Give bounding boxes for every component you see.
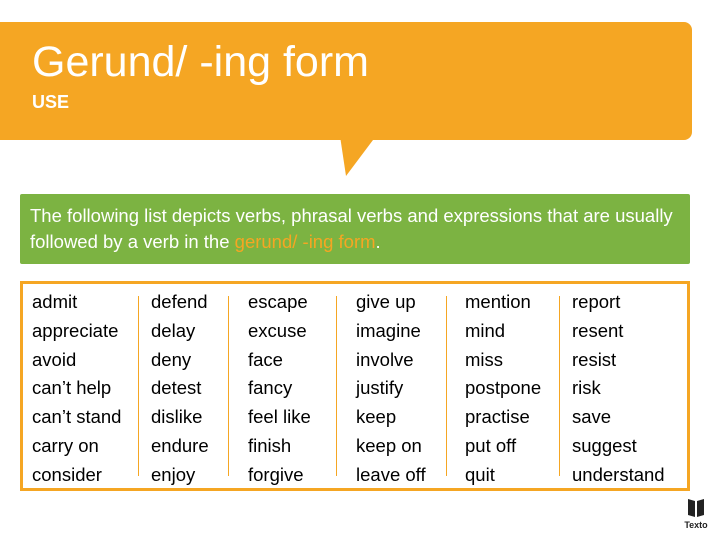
verb-item: detest — [151, 377, 202, 399]
intro-highlight: gerund/ -ing form — [234, 231, 376, 252]
header-pointer — [340, 136, 376, 176]
verb-item: report — [572, 291, 621, 312]
verb-item: avoid — [32, 348, 77, 370]
verb-item: delay — [151, 319, 196, 341]
column-divider — [559, 296, 560, 476]
verb-item: mention — [465, 291, 531, 312]
intro-text-end: . — [375, 231, 381, 252]
verb-column-2 — [151, 288, 209, 490]
verb-item: escape — [248, 291, 308, 312]
verb-item: admit — [32, 291, 78, 312]
verb-item: feel like — [248, 406, 311, 428]
verb-item: can’t help — [32, 377, 112, 399]
verb-item: understand — [572, 463, 665, 485]
column-divider — [228, 296, 229, 476]
verb-item: risk — [572, 377, 601, 399]
verb-column-4 — [356, 288, 426, 490]
verb-item: forgive — [248, 463, 304, 485]
verb-column-1 — [32, 288, 121, 490]
verb-item: carry on — [32, 434, 99, 456]
verb-item: suggest — [572, 434, 637, 456]
verb-item: resent — [572, 319, 624, 341]
verb-item: face — [248, 348, 283, 370]
verb-item: imagine — [356, 319, 421, 341]
verb-item: mind — [465, 319, 506, 341]
verb-item: dislike — [151, 406, 203, 428]
verb-column-3 — [248, 288, 311, 490]
verb-item: put off — [465, 434, 517, 456]
verb-item: quit — [465, 463, 495, 485]
verb-item: endure — [151, 434, 209, 456]
verb-item: postpone — [465, 377, 542, 399]
verb-item: save — [572, 406, 612, 428]
verb-item: justify — [356, 377, 404, 399]
verb-item: finish — [248, 434, 292, 456]
verb-item: fancy — [248, 377, 293, 399]
verb-item: appreciate — [32, 319, 119, 341]
verb-column-6 — [572, 288, 665, 490]
verb-item: excuse — [248, 319, 307, 341]
verb-item: keep — [356, 406, 397, 428]
verb-item: practise — [465, 406, 530, 428]
verb-list-box — [20, 281, 690, 491]
verb-item: leave off — [356, 463, 426, 485]
page-subtitle: USE — [32, 92, 70, 112]
verb-item: can’t stand — [32, 406, 122, 428]
page-title: Gerund/ -ing form — [32, 38, 369, 86]
verb-item: deny — [151, 348, 192, 370]
verb-item: defend — [151, 291, 208, 312]
verb-column-5 — [465, 288, 541, 490]
column-divider — [336, 296, 337, 476]
verb-item: involve — [356, 348, 414, 370]
book-icon — [678, 496, 714, 520]
logo-text: Texto — [684, 520, 708, 530]
verb-item: enjoy — [151, 463, 196, 485]
verb-item: consider — [32, 463, 102, 485]
verb-item: resist — [572, 348, 617, 370]
publisher-logo — [678, 496, 714, 536]
intro-text: The following list depicts verbs, phrasal verbs and expressions that are usually followed by a verb in the — [30, 205, 673, 252]
verb-item: keep on — [356, 434, 422, 456]
intro-box — [20, 194, 690, 264]
column-divider — [446, 296, 447, 476]
column-divider — [138, 296, 139, 476]
verb-item: give up — [356, 291, 416, 312]
verb-item: miss — [465, 348, 504, 370]
